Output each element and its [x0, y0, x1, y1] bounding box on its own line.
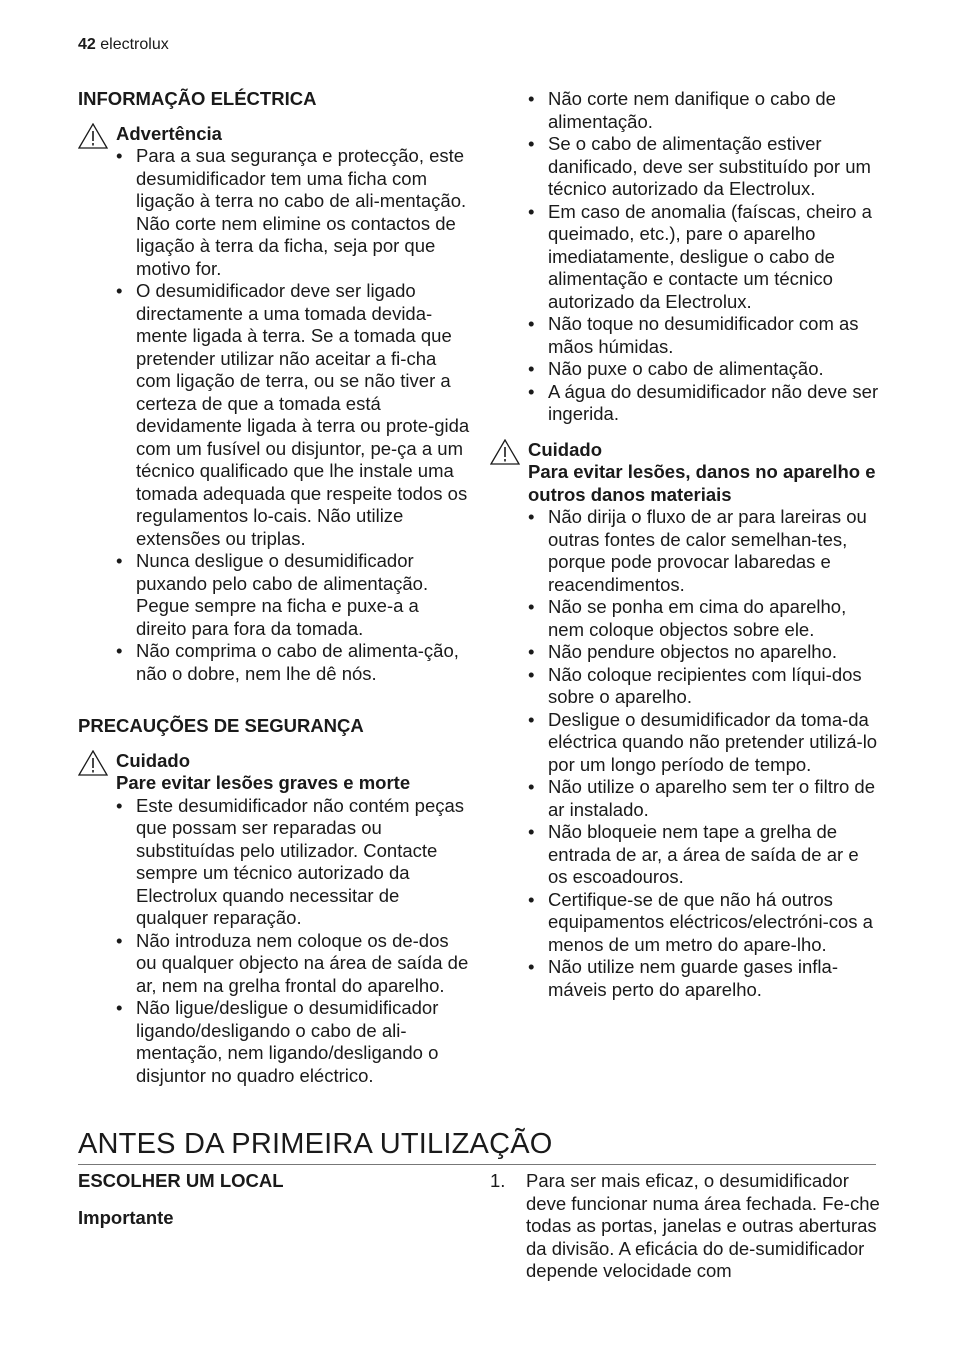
caution-title: Cuidado	[116, 749, 190, 771]
brand-name: electrolux	[100, 36, 169, 53]
list-item: • Não ligue/desligue o desumidificador ligando/desligando o cabo de ali-mentação, nem ligando/desligando o disjuntor no quadro eléctrico.	[116, 997, 470, 1087]
warning-triangle-icon	[490, 439, 520, 465]
list-item: • Se o cabo de alimentação estiver danificado, deve ser substituído por um técnico autorizado da Electrolux.	[528, 133, 882, 201]
list-item: • Não corte nem danifique o cabo de alimentação.	[528, 88, 882, 133]
list-item: • Não dirija o fluxo de ar para lareiras ou outras fontes de calor semelhan-tes, porque pode provocar labaredas e reacendimentos.	[528, 506, 882, 596]
warning-triangle-icon	[78, 750, 108, 776]
warning-triangle-icon	[78, 123, 108, 149]
list-item: • Não utilize o aparelho sem ter o filtro de ar instalado.	[528, 776, 882, 821]
list-item: • Não bloqueie nem tape a grelha de entrada de ar, a área de saída de ar e os escoadouros.	[528, 821, 882, 889]
caution-subtitle: Pare evitar lesões graves e morte	[116, 772, 411, 793]
list-item: • Não introduza nem coloque os de-dos ou qualquer objecto na área de saída de ar, nem na grelha frontal do aparelho.	[116, 930, 470, 998]
list-item: • Desligue o desumidificador da toma-da eléctrica quando não pretender utilizá-lo por um longo período de tempo.	[528, 709, 882, 777]
step-number: 1.	[490, 1170, 506, 1191]
list-item: • Não utilize nem guarde gases infla-máveis perto do aparelho.	[528, 956, 882, 1001]
list-item: • Nunca desligue o desumidificador puxando pelo cabo de alimentação. Pegue sempre na ficha e puxe-a a direito para fora da tomada.	[116, 550, 470, 640]
list-item: • A água do desumidificador não deve ser ingerida.	[528, 381, 882, 426]
list-item: • Não pendure objectos no aparelho.	[528, 641, 882, 664]
page-header	[78, 36, 169, 54]
list-item: • Para a sua segurança e protecção, este desumidificador tem uma ficha com ligação à terra no cabo de ali-mentação. Não corte nem elimine os contactos de ligação à terra da ficha, seja por que motivo for.	[116, 145, 470, 280]
warning-list	[116, 145, 470, 685]
section-title: ANTES DA PRIMEIRA UTILIZAÇÃO	[78, 1126, 876, 1165]
list-item: • Este desumidificador não contém peças que possam ser reparadas ou substituídas pelo utilizador. Contacte sempre um técnico autorizado da Electrolux quando necessitar de qualquer reparação.	[116, 795, 470, 930]
list-item: • Certifique-se de que não há outros equipamentos eléctricos/electróni-cos a menos de um metro do apare-lho.	[528, 889, 882, 957]
important-label: Importante	[78, 1206, 174, 1228]
warning-block	[78, 123, 470, 686]
list-item: • Em caso de anomalia (faíscas, cheiro a queimado, etc.), pare o aparelho imediatamente, desligue o cabo de alimentação e contacte um técnico autorizado da Electrolux.	[528, 201, 882, 314]
list-item: • O desumidificador deve ser ligado directamente a uma tomada devida-mente ligada à terra. Se a tomada que pretender utilizar não aceitar a fi-cha com ligação de terra, ou se não tiver a certeza de que a tomada está devidamente ligada à terra ou prote-gida com um fusível ou disjuntor, pe-ça a um técnico qualificado que lhe instale uma tomada adequada que respeite todos os regulamentos lo-cais. Não utilize extensões ou triplas.	[116, 280, 470, 550]
section-heading-electrical: INFORMAÇÃO ELÉCTRICA	[78, 88, 317, 109]
list-item: • Não se ponha em cima do aparelho, nem coloque objectos sobre ele.	[528, 596, 882, 641]
caution-title: Cuidado	[528, 438, 602, 460]
left-column	[78, 88, 470, 1087]
step-text: Para ser mais eficaz, o desumidificador deve funcionar numa área fechada. Fe-che todas as portas, janelas e outras aberturas da divisão. A eficácia do de-sumidificador depende velocidade com	[526, 1170, 880, 1281]
warning-title: Advertência	[116, 122, 222, 144]
electrical-list-continued	[528, 88, 882, 426]
location-heading: ESCOLHER UM LOCAL	[78, 1170, 284, 1191]
caution-list	[528, 506, 882, 1001]
right-column	[490, 88, 882, 1001]
list-item: • Não puxe o cabo de alimentação.	[528, 358, 882, 381]
section-heading-safety: PRECAUÇÕES DE SEGURANÇA	[78, 715, 364, 736]
location-section	[78, 1170, 284, 1243]
list-item: • Não toque no desumidificador com as mãos húmidas.	[528, 313, 882, 358]
caution-block	[78, 750, 470, 1088]
page-number: 42	[78, 36, 96, 53]
numbered-step	[490, 1170, 880, 1283]
list-item: • Não comprima o cabo de alimenta-ção, não o dobre, nem lhe dê nós.	[116, 640, 470, 685]
caution-list	[116, 795, 470, 1088]
caution-subtitle: Para evitar lesões, danos no aparelho e outros danos materiais	[528, 461, 876, 505]
caution-block	[490, 439, 882, 1002]
list-item: • Não coloque recipientes com líqui-dos sobre o aparelho.	[528, 664, 882, 709]
